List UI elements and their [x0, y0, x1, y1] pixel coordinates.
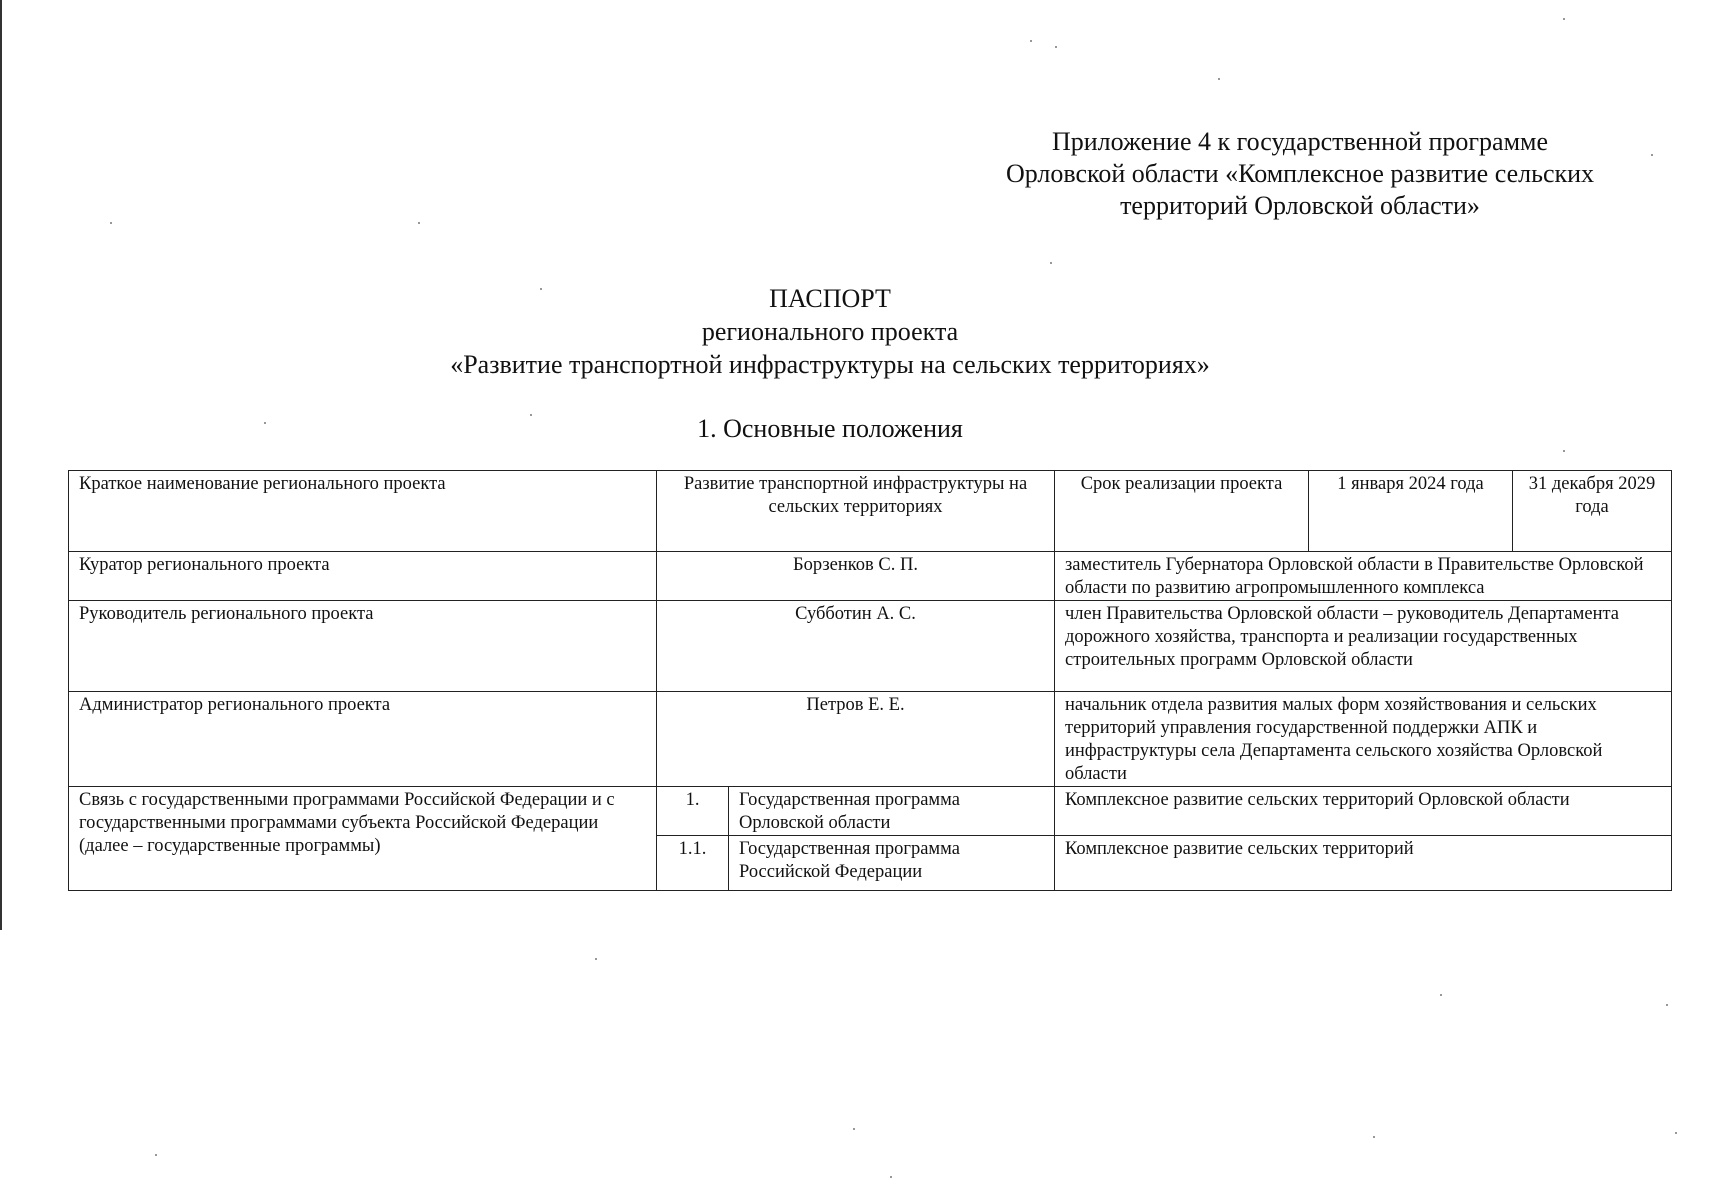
short-name-value: Развитие транспортной инфраструктуры на сельских территориях: [657, 471, 1055, 552]
appendix-header: [940, 126, 1660, 222]
project-table: [68, 470, 1672, 891]
table-row-curator: [69, 552, 1672, 601]
program-1-name: Комплексное развитие сельских территорий Орловской области: [1055, 787, 1672, 836]
scan-speck: [890, 1176, 892, 1178]
scan-speck: [1675, 1132, 1677, 1134]
scan-speck: [1563, 450, 1565, 452]
scan-speck: [155, 1154, 157, 1156]
appendix-line-3: территорий Орловской области»: [1120, 191, 1480, 220]
curator-name: Борзенков С. П.: [657, 552, 1055, 601]
table-row-short-name: [69, 471, 1672, 552]
program-2-number: 1.1.: [657, 836, 729, 891]
section-title: 1. Основные положения: [697, 414, 963, 443]
scan-speck: [530, 414, 532, 416]
scan-speck: [1050, 262, 1052, 264]
term-start: 1 января 2024 года: [1309, 471, 1513, 552]
program-1-type: Государственная программа Орловской области: [729, 787, 1055, 836]
head-position: член Правительства Орловской области – руководитель Департамента дорожного хозяйства, транспорта и реализации государственных строительных программ Орловской области: [1055, 601, 1672, 692]
scan-speck: [418, 222, 420, 224]
scan-speck: [853, 1128, 855, 1130]
scan-speck: [1563, 18, 1565, 20]
admin-name: Петров Е. Е.: [657, 692, 1055, 787]
passport-heading: [330, 282, 1330, 381]
head-name: Субботин А. С.: [657, 601, 1055, 692]
table-row-head: [69, 601, 1672, 692]
table-row-admin: [69, 692, 1672, 787]
scan-speck: [1440, 994, 1442, 996]
page-left-edge: [0, 0, 2, 930]
table-row-program-1: [69, 787, 1672, 836]
program-2-name: Комплексное развитие сельских территорий: [1055, 836, 1672, 891]
scan-speck: [110, 222, 112, 224]
admin-position: начальник отдела развития малых форм хозяйствования и сельских территорий управления государственной поддержки АПК и инфраструктуры села Департамента сельского хозяйства Орловской области: [1055, 692, 1672, 787]
head-label: Руководитель регионального проекта: [69, 601, 657, 692]
passport-subtitle: регионального проекта: [701, 317, 959, 346]
scan-speck: [1651, 154, 1653, 156]
appendix-line-1: Приложение 4 к государственной программе: [1051, 127, 1549, 156]
short-name-label: Краткое наименование регионального проекта: [69, 471, 657, 552]
term-label: Срок реализации проекта: [1055, 471, 1309, 552]
scan-speck: [595, 958, 597, 960]
passport-project-name: «Развитие транспортной инфраструктуры на сельских территориях»: [450, 350, 1210, 379]
program-2-type: Государственная программа Российской Федерации: [729, 836, 1055, 891]
scan-speck: [1218, 78, 1220, 80]
appendix-line-2: Орловской области «Комплексное развитие сельских: [1005, 159, 1595, 188]
scan-speck: [1055, 46, 1057, 48]
scan-speck: [540, 288, 542, 290]
scan-speck: [1030, 40, 1032, 42]
scan-speck: [1666, 1004, 1668, 1006]
program-1-number: 1.: [657, 787, 729, 836]
curator-label: Куратор регионального проекта: [69, 552, 657, 601]
scan-speck: [264, 422, 266, 424]
scan-speck: [1373, 1136, 1375, 1138]
admin-label: Администратор регионального проекта: [69, 692, 657, 787]
curator-position: заместитель Губернатора Орловской области в Правительстве Орловской области по развитию агропромышленного комплекса: [1055, 552, 1672, 601]
passport-title: ПАСПОРТ: [769, 284, 891, 313]
program-link-label: Связь с государственными программами Российской Федерации и с государственными программами субъекта Российской Федерации (далее – государственные программы): [69, 787, 657, 891]
term-end: 31 декабря 2029 года: [1513, 471, 1672, 552]
